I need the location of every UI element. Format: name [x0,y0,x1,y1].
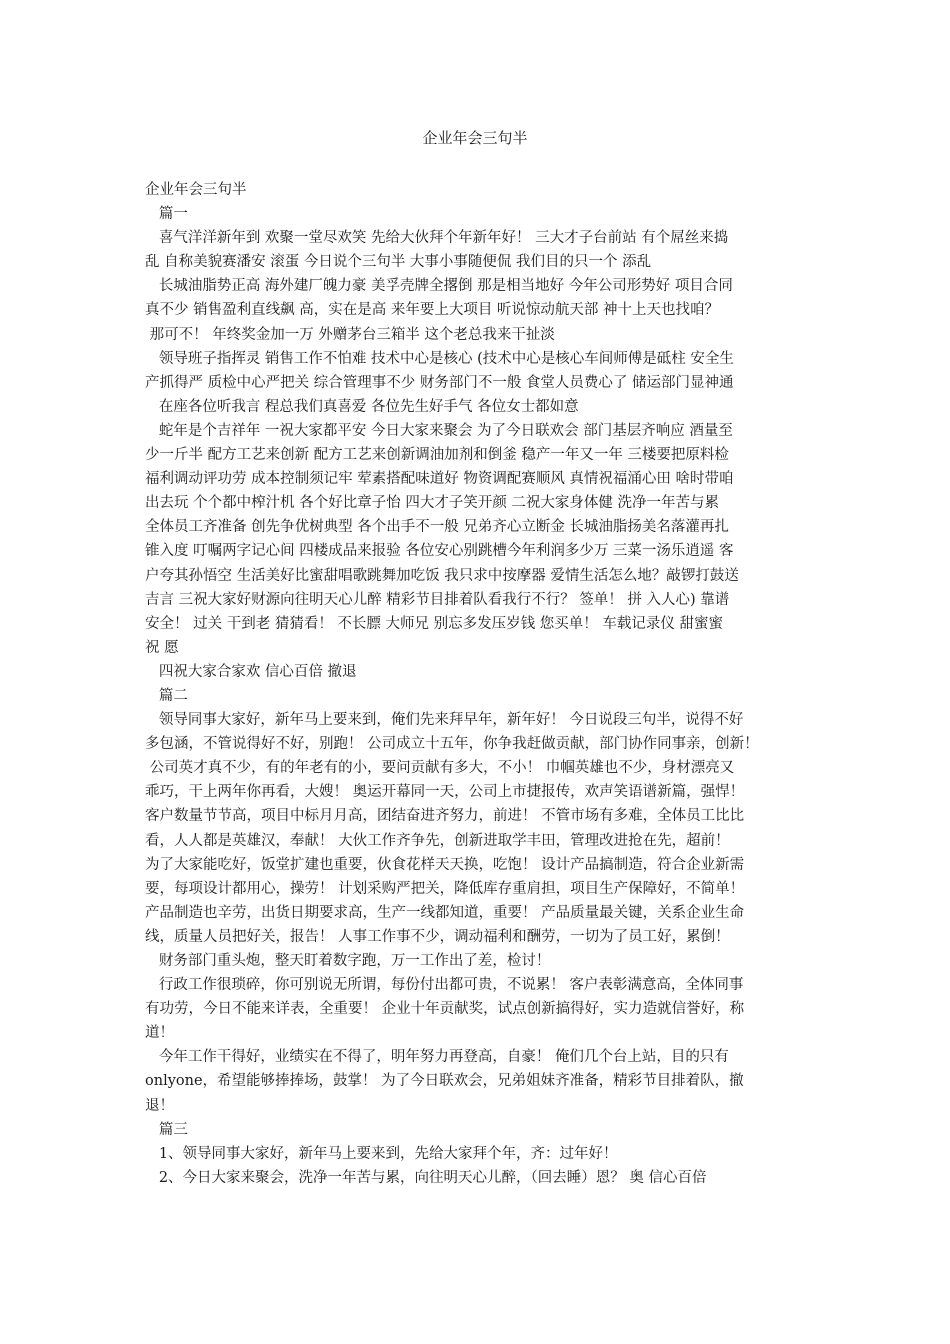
text-line: 退！ [145,1097,174,1114]
text-line: 公司英才真不少，有的年老有的小，要问贡献有多大，不小！ 巾帼英雄也不少，身材漂亮又 [145,760,735,777]
text-line: 道！ [145,1025,174,1042]
text-line: 少一斤半 配方工艺来创新 配方工艺来创新调油加剂和倒釜 稳产一年又一年 三楼要把原料检 [145,447,729,464]
text-line: 2、今日大家来聚会，洗净一年苦与累，向往明天心儿醉，（回去睡）恩？ 奥 信心百倍 [145,1169,707,1186]
text-line: 喜气洋洋新年到 欢聚一堂尽欢笑 先给大伙拜个年新年好！ 三大才子台前站 有个屌丝来捣 [145,230,729,247]
text-line: 福利调动评功劳 成本控制须记牢 荤素搭配味道好 物资调配赛顺风 真情祝福涌心田 啥时带咱 [145,471,734,488]
text-line: 1、领导同事大家好，新年马上要来到，先给大家拜个年，齐：过年好！ [145,1145,618,1162]
document-body [145,178,810,1190]
text-line: 全体员工齐准备 创先争优树典型 各个出手不一般 兄弟齐心立断金 长城油脂扬美名落灌再扎 [145,519,729,536]
text-line: 财务部门重头炮，整天盯着数字跑，万一工作出了差，检讨！ [145,953,551,969]
document-title: 企业年会三句半 [422,129,528,147]
text-line: 祝 愿 [145,639,179,656]
text-line: 今年工作干得好，业绩实在不得了，明年努力再登高，自豪！ 俺们几个台上站，目的只有 [145,1049,729,1066]
text-line: 蛇年是个吉祥年 一祝大家都平安 今日大家来聚会 为了今日联欢会 部门基层齐响应 酒量至 [145,422,733,439]
text-line: 领导同事大家好，新年马上要来到，俺们先来拜早年，新年好！ 今日说段三句半，说得不好 [145,712,744,729]
text-line: 产品制造也辛劳，出货日期要求高，生产一线都知道，重要！ 产品质量最关键，关系企业生命 [145,904,745,921]
text-line: 为了大家能吃好，饭堂扩建也重要，伙食花样天天换，吃饱！ 设计产品搞制造，符合企业新需 [145,856,745,873]
text-line: 户夸其孙悟空 生活美好比蜜甜唱歌跳舞加吃饭 我只求中按摩器 爱情生活怎么地？敲锣打鼓送 [145,567,739,584]
text-line: 那可不！ 年终奖金加一万 外赠茅台三箱半 这个老总我来干扯淡 [145,326,555,343]
text-line: 四祝大家合家欢 信心百倍 撤退 [145,663,357,680]
text-line: 企业年会三句半 [145,182,247,198]
text-line: 客户数量节节高，项目中标月月高，团结奋进齐努力，前进！ 不管市场有多难，全体员工比比 [145,808,745,825]
text-line: 吉言 三祝大家好财源向往明天心儿醉 精彩节目排着队看我行不行？ 签单！ 拼 入人心) 靠谱 [145,591,730,608]
text-line: onlyone，希望能够捧捧场，鼓掌！ 为了今日联欢会，兄弟姐妹齐准备，精彩节目排着队，撤 [145,1073,744,1090]
text-line: 在座各位听我言 程总我们真喜爱 各位先生好手气 各位女士都如意 [145,398,579,415]
text-line: 有功劳，今日不能来详表，全重要！ 企业十年贡献奖，试点创新搞得好，实力造就信誉好，称 [145,1001,745,1018]
text-line: 领导班子指挥灵 销售工作不怕难 技术中心是核心 (技术中心是核心车间师傅是砥柱 安全生 [145,350,734,367]
text-line: 篇二 [145,687,188,704]
text-line: 真不少 销售盈利直线飙 高，实在是高 来年要上大项目 听说惊动航天部 神十上天也找咱？ [145,302,720,319]
text-line: 乖巧，干上两年你再看，大嫂！ 奥运开幕同一天，公司上市捷报传，欢声笑语谱新篇，强悍！ [145,784,745,801]
text-line: 乱 自称美貌赛潘安 滚蛋 今日说个三句半 大事小事随便侃 我们目的只一个 添乱 [145,254,652,271]
text-line: 行政工作很琐碎，你可别说无所谓，每份付出都可贵，不说累！ 客户表彰满意高，全体同事 [145,977,744,994]
text-line: 篇一 [145,206,188,223]
text-line: 多包涵，不管说得好不好，别跑！ 公司成立十五年，你争我赶做贡献，部门协作同事亲，创新！ [145,736,759,753]
text-line: 篇三 [145,1121,188,1138]
text-line: 要，每项设计都用心，操劳！ 计划采购严把关，降低库存重肩担，项目生产保障好，不简单！ [145,880,745,897]
text-line: 安全！ 过关 干到老 猜猜看！ 不长膘 大师兄 别忘多发压岁钱 您买单！ 车载记录仪 甜蜜蜜 [145,615,723,632]
text-line: 出去玩 个个都中榨汁机 各个好比章子怡 四大才子笑开颜 二祝大家身体健 洗净一年苦与累 [145,495,720,512]
text-line: 看，人人都是英雄汉，奉献！ 大伙工作齐争先，创新进取学丰田，管理改进抢在先，超前！ [145,832,730,849]
text-line: 线，质量人员把好关，报告！ 人事工作事不少，调动福利和酬劳，一切为了员工好，累倒！ [145,928,730,945]
text-line: 产抓得严 质检中心严把关 综合管理事不少 财务部门不一般 食堂人员费心了 储运部门显神通 [145,374,734,391]
text-line: 长城油脂势正高 海外建厂魄力豪 美孚壳牌全撂倒 那是相当地好 今年公司形势好 项目合同 [145,278,733,295]
text-line: 锥入度 叮嘱两字记心间 四楼成品来报验 各位安心别跳槽今年利润多少万 三菜一汤乐逍遥 客 [145,543,734,560]
